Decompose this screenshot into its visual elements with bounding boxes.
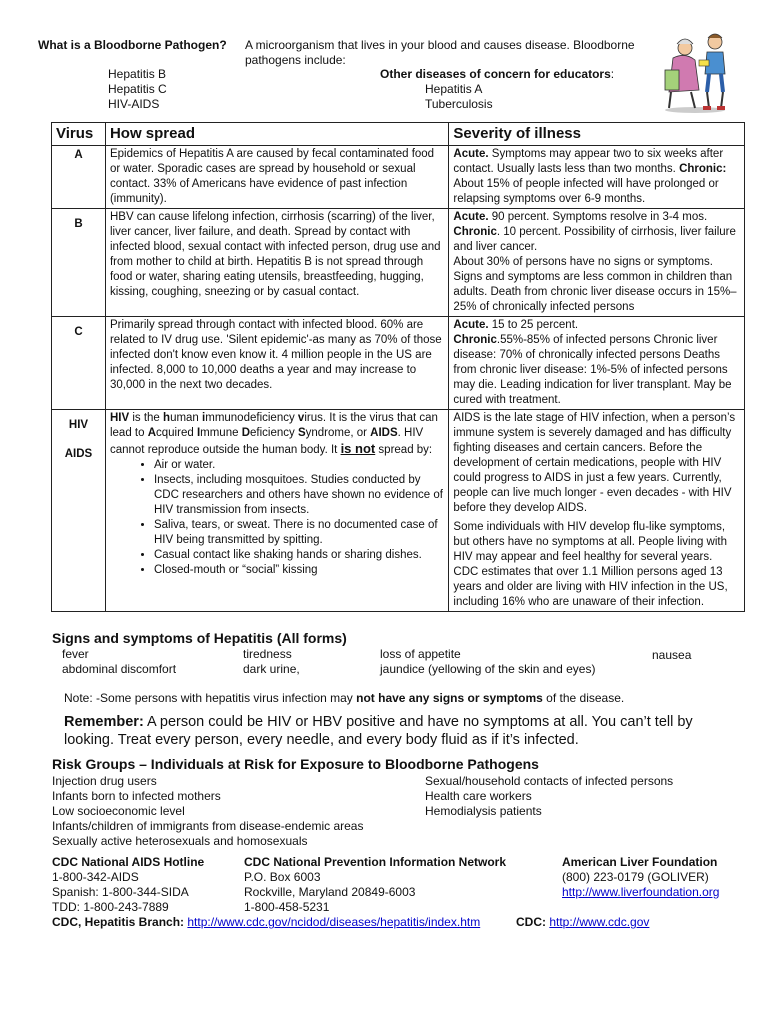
def-seg: AIDS bbox=[370, 427, 398, 439]
contact-line: P.O. Box 6003 bbox=[244, 870, 321, 884]
cdc-label: CDC: bbox=[516, 915, 546, 929]
extra-text: About 30% of persons have no signs or symptoms. Signs and symptoms are less common in children than adults. Death from chronic liver disease occurs in 15%–25% of chronically infected persons bbox=[453, 256, 737, 313]
note-pre: Note: -Some persons with hepatitis virus infection may bbox=[64, 691, 357, 705]
chronic-text: . 10 percent. Possibility of cirrhosis, liver failure and liver cancer. bbox=[453, 226, 736, 253]
def-seg: yndrome, or bbox=[305, 427, 371, 439]
symptom: abdominal discomfort bbox=[62, 662, 177, 676]
def-seg: spread by: bbox=[375, 444, 433, 456]
contact-liver-foundation bbox=[562, 855, 719, 900]
list-item: Infants born to infected mothers bbox=[52, 789, 221, 803]
virus-cell-hiv bbox=[52, 410, 106, 612]
list-item: Sexually active heterosexuals and homosexuals bbox=[52, 834, 308, 848]
contact-line: 1-800-342-AIDS bbox=[52, 870, 139, 884]
liver-foundation-link[interactable]: http://www.liverfoundation.org bbox=[562, 885, 720, 899]
contact-line: TDD: 1-800-243-7889 bbox=[52, 900, 169, 914]
spread-cell: Epidemics of Hepatitis A are caused by fecal contaminated food or water. Sporadic cases are spread by household or sexual contact. 33% of Americans have evidence of past infection (immunity). bbox=[105, 146, 448, 209]
symptom: nausea bbox=[652, 648, 692, 662]
def-seg: eficiency bbox=[250, 427, 298, 439]
acute-text: Symptoms may appear two to six weeks after contact. Usually lasts less than two months. bbox=[453, 148, 724, 175]
list-item: • Saliva, tears, or sweat. There is no documented case of HIV being transmitted by spitting. bbox=[154, 518, 444, 548]
table-row bbox=[52, 146, 745, 209]
list-item: • Closed-mouth or “social” kissing bbox=[154, 563, 444, 578]
contact-aids-hotline bbox=[52, 855, 204, 915]
note-bold: not have any signs or symptoms bbox=[356, 691, 543, 705]
def-seg: i bbox=[202, 412, 206, 424]
table-row bbox=[52, 317, 745, 410]
hiv-severity-2: Some individuals with HIV develop flu-like symptoms, but others have no symptoms at all. People living with HIV may appear and feel healthy for several years. CDC estimates that over 1.1 Million persons aged 13 years and older are living with HIV infection in the US, including 16% who are unaware of their infection. bbox=[453, 521, 728, 608]
other-diseases-title bbox=[380, 67, 614, 82]
note-post: of the disease. bbox=[542, 691, 625, 705]
def-seg: v bbox=[297, 412, 305, 424]
chronic-label: Chronic: bbox=[679, 163, 727, 175]
header-severity: Severity of illness bbox=[449, 123, 745, 146]
virus-aids: AIDS bbox=[64, 448, 93, 460]
signs-col-3 bbox=[380, 647, 595, 677]
virus-cell: A bbox=[52, 146, 106, 209]
severity-cell bbox=[449, 209, 745, 317]
list-item: Hemodialysis patients bbox=[425, 804, 542, 818]
contact-line: Rockville, Maryland 20849-6003 bbox=[244, 885, 416, 899]
remember-box bbox=[64, 713, 744, 749]
table-header-row bbox=[52, 123, 745, 146]
def-seg: h bbox=[163, 412, 171, 424]
signs-col-1 bbox=[62, 647, 176, 677]
symptom: fever bbox=[62, 647, 89, 661]
intro-question: What is a Bloodborne Pathogen? bbox=[38, 38, 227, 52]
chronic-label: Chronic bbox=[453, 334, 497, 346]
def-seg: is the bbox=[129, 412, 164, 424]
contact-line: (800) 223-0179 (GOLIVER) bbox=[562, 870, 709, 884]
hep-label: CDC, Hepatitis Branch: bbox=[52, 915, 185, 929]
is-not: is not bbox=[340, 441, 376, 456]
list-item: • Insects, including mosquitoes. Studies conducted by CDC researchers and others have shown no evidence of HIV transmission from insects. bbox=[154, 473, 444, 518]
pathogen-item: Hepatitis B bbox=[108, 67, 167, 81]
virus-hiv: HIV bbox=[68, 419, 89, 431]
list-item: Infants/children of immigrants from disease-endemic areas bbox=[52, 819, 364, 833]
symptom: jaundice (yellowing of the skin and eyes) bbox=[380, 662, 596, 676]
hiv-term: HIV bbox=[109, 412, 130, 424]
spread-cell: HBV can cause lifelong infection, cirrhosis (scarring) of the liver, liver cancer, liver failure, and death. Spread by contact with infected blood, sexual contact with infected person, drug use and from mother to child at birth. Hepatitis B is not spread through food or water, sharing eating utensils, breastfeeding, hugging, kissing, coughing, sneezing or by casual contact. bbox=[105, 209, 448, 317]
chronic-text: .55%-85% of infected persons Chronic liver disease: 70% of chronically infected persons Deaths from chronic liver disease: 1%-5% of infected persons may die. Leading indication for liver transplant. May be cured with treatment. bbox=[453, 334, 732, 406]
risk-list-right bbox=[425, 774, 673, 819]
colon: : bbox=[610, 67, 615, 81]
header-how-spread: How spread bbox=[105, 123, 448, 146]
hepatitis-branch-line bbox=[52, 915, 480, 930]
risk-list-left bbox=[52, 774, 363, 849]
severity-cell bbox=[449, 146, 745, 209]
chronic-text: About 15% of people infected will have prolonged or relapsing symptoms over 6-9 months. bbox=[453, 178, 719, 205]
spread-cell-hiv bbox=[105, 410, 448, 612]
virus-table bbox=[51, 122, 745, 612]
header-virus: Virus bbox=[52, 123, 106, 146]
def-seg: mmune bbox=[200, 427, 242, 439]
list-item: Low socioeconomic level bbox=[52, 804, 185, 818]
virus-cell: B bbox=[52, 209, 106, 317]
other-title-text: Other diseases of concern for educators bbox=[380, 67, 611, 81]
symptom: dark urine, bbox=[243, 662, 300, 676]
pathogen-item: HIV-AIDS bbox=[108, 97, 160, 111]
symptom: tiredness bbox=[243, 647, 292, 661]
def-seg: I bbox=[196, 427, 201, 439]
contact-title: CDC National Prevention Information Network bbox=[244, 855, 507, 869]
contact-line: Spanish: 1-800-344-SIDA bbox=[52, 885, 189, 899]
chronic-label: Chronic bbox=[453, 226, 497, 238]
pathogen-item: Hepatitis C bbox=[108, 82, 167, 96]
other-diseases-list bbox=[425, 82, 493, 112]
table-row-hiv bbox=[52, 410, 745, 612]
virus-cell: C bbox=[52, 317, 106, 410]
remember-text: A person could be HIV or HBV positive and have no symptoms at all. You can’t tell by looking. Treat every person, every needle, and every body fluid as if it’s infected. bbox=[64, 714, 693, 748]
def-seg: D bbox=[241, 427, 250, 439]
symptom: loss of appetite bbox=[380, 647, 461, 661]
def-seg: mmunodeficiency bbox=[205, 412, 298, 424]
list-item: Health care workers bbox=[425, 789, 532, 803]
signs-col-2 bbox=[243, 647, 300, 677]
other-item: Hepatitis A bbox=[425, 82, 483, 96]
list-item: • Casual contact like shaking hands or sharing dishes. bbox=[154, 548, 444, 563]
signs-note bbox=[64, 691, 624, 706]
risk-title: Risk Groups – Individuals at Risk for Exposure to Bloodborne Pathogens bbox=[52, 756, 539, 772]
severity-cell bbox=[449, 317, 745, 410]
def-seg: cquired bbox=[156, 427, 197, 439]
contact-title: CDC National AIDS Hotline bbox=[52, 855, 205, 869]
def-seg: . HIV cannot reproduce outside the human body. It bbox=[109, 427, 424, 456]
def-seg: S bbox=[297, 427, 306, 439]
hiv-severity-1: AIDS is the late stage of HIV infection, when a person’s immune system is severely damaged and has difficulty fighting diseases and certain cancers. Before the development of certain medications, people with HIV could progress to AIDS in just a few years. Currently, people can live much longer - even decades - with HIV before they develop AIDS. bbox=[453, 412, 736, 514]
pathogen-list bbox=[108, 67, 167, 112]
acute-label: Acute. bbox=[453, 211, 489, 223]
list-item: • Air or water. bbox=[154, 458, 444, 473]
cdc-link[interactable]: http://www.cdc.gov bbox=[549, 915, 650, 929]
signs-col-4 bbox=[652, 648, 691, 663]
intro-answer: A microorganism that lives in your blood and causes disease. Bloodborne pathogens include: bbox=[245, 38, 635, 67]
hepatitis-branch-link[interactable]: http://www.cdc.gov/ncidod/diseases/hepatitis/index.htm bbox=[187, 915, 481, 929]
cdc-line bbox=[516, 915, 649, 930]
list-item: Injection drug users bbox=[52, 774, 157, 788]
def-seg: uman bbox=[170, 412, 203, 424]
acute-text: 15 to 25 percent. bbox=[491, 319, 579, 331]
not-spread-list bbox=[110, 458, 444, 578]
acute-label: Acute. bbox=[453, 319, 489, 331]
def-seg: irus. It is the virus that can lead to bbox=[109, 412, 438, 439]
contact-line: 1-800-458-5231 bbox=[244, 900, 330, 914]
severity-cell-hiv bbox=[449, 410, 745, 612]
def-seg: A bbox=[147, 427, 157, 439]
table-row bbox=[52, 209, 745, 317]
acute-text: 90 percent. Symptoms resolve in 3-4 mos. bbox=[491, 211, 708, 223]
contact-prevention-network bbox=[244, 855, 506, 915]
other-item: Tuberculosis bbox=[425, 97, 493, 111]
contact-title: American Liver Foundation bbox=[562, 855, 718, 869]
nurse-child-clipart bbox=[655, 30, 735, 114]
signs-title: Signs and symptoms of Hepatitis (All forms) bbox=[52, 630, 347, 646]
list-item: Sexual/household contacts of infected persons bbox=[425, 774, 674, 788]
spread-cell: Primarily spread through contact with infected blood. 60% are related to IV drug use. 'Silent epidemic'-as many as 70% of those infected don't know even know it. 4 million people in the US are infected. 8,000 to 10,000 deaths a year and may increase to 30,000 in the next two decades. bbox=[105, 317, 448, 410]
acute-label: Acute. bbox=[453, 148, 489, 160]
remember-label: Remember: bbox=[64, 714, 144, 730]
